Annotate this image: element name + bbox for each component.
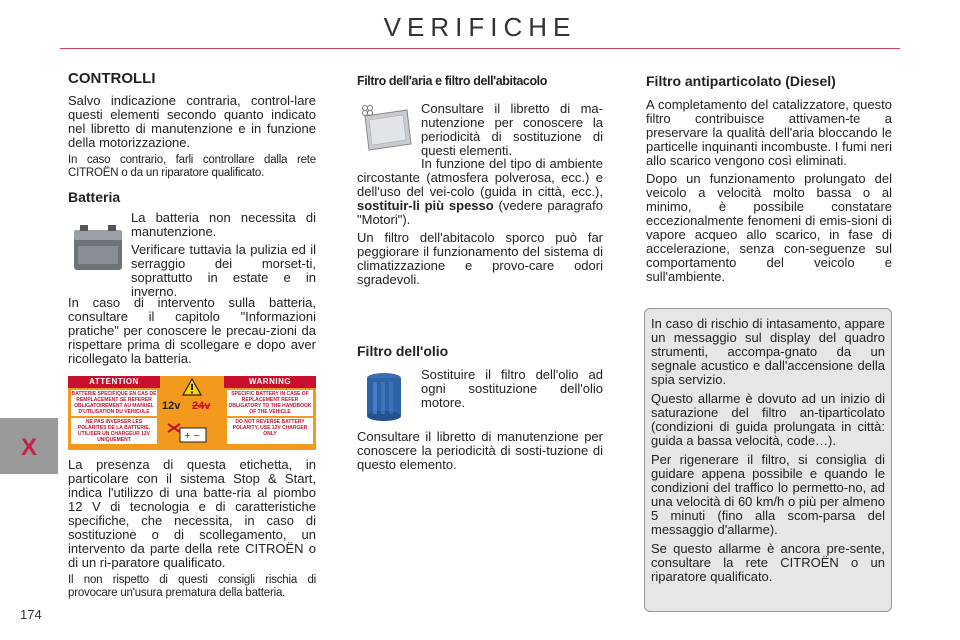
- battery-warning-label: [68, 376, 316, 450]
- label-text: La presenza di questa etichetta, in particolare con il sistema Stop & Start, indica l'utilizzo di una batte-ria al piombo 12 V di tecnologia e di caratteristiche specifiche, che necessita, in caso di sostituzione o di scollegamento, un intervento da parte della rete CITROËN o di un ri-paratore qualificato.: [68, 457, 316, 570]
- attention-bottom: NE PAS INVERSER LES POLARITES DE LA BATTERIE, UTILISER UN CHARGEUR 12V UNIQUEMENT: [71, 418, 157, 444]
- controls-intro: Salvo indicazione contraria, control-lare questi elementi secondo quanto indicato nel libretto di manutenzione e in funzione della motorizzazione.: [68, 93, 316, 150]
- attention-top: BATTERIE SPECIFIQUE EN CAS DE REMPLACEMENT SE REFERER OBLIGATOIREMENT AU MANUEL D'UTILISATION DU VEHICULE: [71, 391, 157, 415]
- battery-icon: [70, 222, 126, 274]
- charger-icon: [166, 420, 218, 446]
- info-clogging: In caso di rischio di intasamento, appare un messaggio sul display del quadro strumenti, accompa-gnato da un segnale acustico e dall'accensione della spia servizio.: [651, 316, 885, 387]
- page-title: VERIFICHE: [383, 12, 577, 42]
- oil-filter-text: [421, 368, 603, 414]
- particle-filter-heading: Filtro antiparticolato (Diesel): [646, 73, 836, 89]
- particle-filter-column: [646, 74, 892, 288]
- controls-note: In caso contrario, farli controllare dalla rete CITROËN o da un riparatore qualificato.: [68, 154, 316, 179]
- air-filter-column: [357, 74, 603, 88]
- warning-triangle-icon: [182, 378, 202, 396]
- label-explanation: [68, 458, 316, 604]
- voltage-12: 12v: [162, 400, 181, 412]
- cabin-filter-note: Un filtro dell'abitacolo sporco può far peggiorare il funzionamento del sistema di climatizzazione e provo-care odori sgradevoli.: [357, 230, 603, 287]
- oil-filter-replace: Sostituire il filtro dell'olio ad ogni sostituzione dell'olio motore.: [421, 367, 603, 410]
- info-regenerate: Per rigenerare il filtro, si consiglia di guidare appena possibile e quando le condizioni del traffico lo permetto-no, ad una velocità di 60 km/h o più per almeno 5 minuti (fino alla scom-parsa del messaggio d'allarme).: [651, 452, 885, 537]
- battery-intervention: [68, 296, 316, 370]
- oil-filter-heading: Filtro dell'olio: [357, 343, 449, 359]
- air-filter-heading: Filtro dell'aria e filtro dell'abitacolo: [357, 74, 547, 88]
- battery-intervention-text: In caso di intervento sulla batteria, consultare il capitolo "Informazioni pratiche" per conoscere le precau-zioni da rispettare prima di scollegare e dopo aver ricollegato la batteria.: [68, 295, 316, 366]
- oil-filter-icon: [363, 370, 405, 422]
- warning-label-right: [224, 376, 316, 450]
- oil-filter-periodicity: Consultare il libretto di manutenzione per conoscere la periodicità di sosti-tuzione di questo elemento.: [357, 429, 603, 472]
- title-divider: [60, 48, 900, 49]
- info-persist: Se questo allarme è ancora pre-sente, consultare la rete CITROËN o un riparatore qualificato.: [651, 541, 885, 584]
- info-saturation: Questo allarme è dovuto ad un inizio di saturazione del filtro an-tiparticolato (condizioni di guida prolungata in città: guida a bassa velocità, code…).: [651, 391, 885, 448]
- attention-head: ATTENTION: [68, 376, 160, 388]
- battery-maintenance: La batteria non necessita di manutenzione.: [131, 210, 316, 239]
- page-number: 174: [20, 607, 42, 622]
- warning-head: WARNING: [224, 376, 316, 388]
- warning-top: SPECIFIC BATTERY IN CASE OF REPLACEMENT REFER OBLIGATORY TO THE HANDBOOK OF THE VEHICLE: [228, 391, 312, 415]
- replace-more-often: sostituir-li più spesso: [357, 198, 494, 213]
- air-filter-icon: [357, 102, 415, 152]
- oil-filter-consult: [357, 430, 603, 476]
- particle-filter-info-box: [644, 308, 892, 612]
- chapter-letter: X: [20, 434, 37, 461]
- air-filter-environment: In funzione del tipo di ambiente circostante (atmosfera polverosa, ecc.) e dell'uso del vei-colo (guida in città, ecc.), sostituir-li più spesso (vedere paragrafo "Motori").: [357, 156, 603, 227]
- warning-label-center: [160, 376, 224, 450]
- particle-filter-vapour: Dopo un funzionamento prolungato del veicolo a velocità molto bassa o al minimo, è possibile constatare eccezionalmente fenomeni di emis-sioni di vapore acqueo allo scarico, in fase di accelerazione, senza con-seguenze sul comportamento del veicolo e sull'ambiente.: [646, 171, 892, 284]
- particle-filter-function: A completamento del catalizzatore, questo filtro contribuisce attivamen-te a preservare la qualità dell'aria bloccando le particelle inquinanti incombuste. I fumi neri allo scarico vengono così eliminati.: [646, 97, 892, 168]
- svg-text:+ −: + −: [184, 431, 200, 440]
- air-filter-usage: [357, 157, 603, 291]
- controls-column: [68, 72, 316, 204]
- warning-bottom: DO NOT REVERSE BATTERY POLARITY, USE 12V CHARGER ONLY: [227, 418, 313, 444]
- warning-label-left: [68, 376, 160, 450]
- battery-check: Verificare tuttavia la pulizia ed il serraggio dei morset-ti, soprattutto in estate e in inverno.: [131, 242, 316, 299]
- voltage-24: 24v: [192, 400, 211, 412]
- air-filter-consult: Consultare il libretto di ma-nutenzione per conoscere la periodicità di sostituzione di questi elementi.: [421, 101, 603, 158]
- chapter-tab[interactable]: [0, 418, 58, 474]
- controls-heading: CONTROLLI: [68, 70, 156, 87]
- label-warning: Il non rispetto di questi consigli rischia di provocare un'usura prematura della batteria.: [68, 574, 316, 599]
- air-filter-text: [421, 102, 603, 162]
- battery-heading: Batteria: [68, 189, 121, 205]
- battery-text: [131, 211, 316, 303]
- oil-filter-section: [357, 344, 603, 358]
